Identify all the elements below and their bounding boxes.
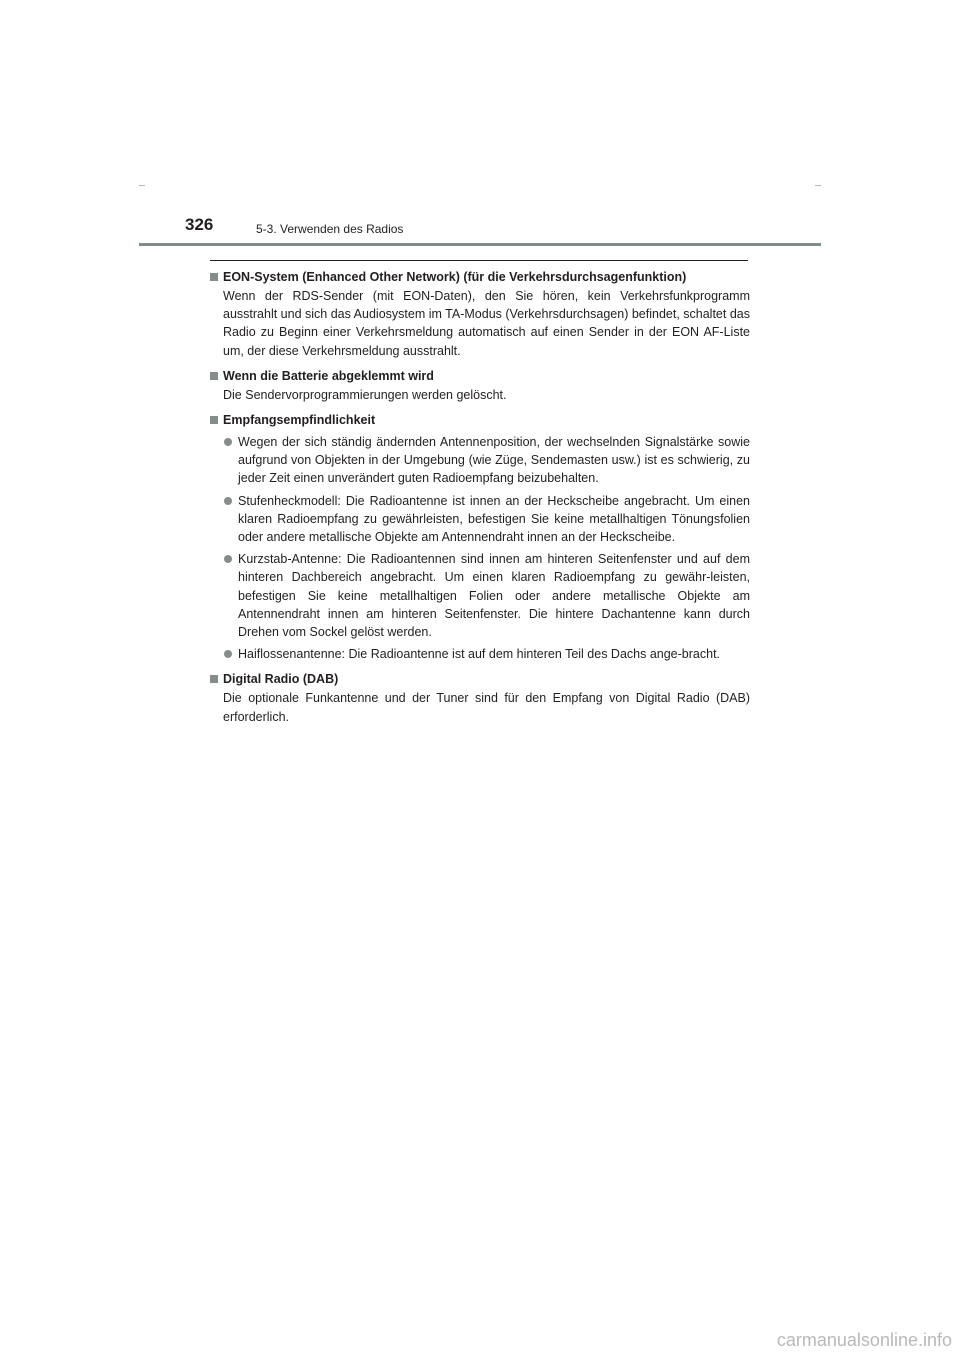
page-content (210, 260, 750, 726)
section-dab (210, 670, 750, 725)
header-rule (139, 243, 821, 246)
section-battery (210, 367, 750, 404)
heading-text: Empfangsempfindlichkeit (223, 413, 376, 428)
section-heading (210, 367, 750, 385)
round-bullet-icon (224, 650, 232, 658)
heading-text: Digital Radio (DAB) (223, 672, 339, 687)
square-bullet-icon (210, 675, 218, 683)
section-heading (210, 670, 750, 688)
section-sensitivity (210, 411, 750, 663)
section-heading (210, 411, 750, 429)
section-text: Die optionale Funkantenne und der Tuner sind für den Empfang von Digital Radio (DAB) erforderlich. (223, 691, 750, 724)
crop-mark-left (139, 185, 145, 186)
section-text: Die Sendervorprogrammierungen werden gelöscht. (223, 387, 507, 402)
list-item (224, 433, 750, 488)
section-eon (210, 268, 750, 360)
list-item (224, 550, 750, 641)
watermark: carmanualsonline.info (776, 1330, 952, 1350)
square-bullet-icon (210, 416, 218, 424)
list-item-text: Haiflossenantenne: Die Radioantenne ist auf dem hinteren Teil des Dachs ange-bracht. (238, 647, 721, 662)
page-number: 326 (185, 215, 214, 234)
crop-mark-right (815, 185, 821, 186)
heading-text: Wenn die Batterie abgeklemmt wird (223, 368, 434, 383)
round-bullet-icon (224, 438, 232, 446)
square-bullet-icon (210, 273, 218, 281)
chapter-title: 5-3. Verwenden des Radios (256, 222, 404, 236)
section-heading (210, 268, 750, 286)
square-bullet-icon (210, 372, 218, 380)
section-rule (210, 260, 748, 261)
list-item (224, 492, 750, 547)
section-text: Wenn der RDS-Sender (mit EON-Daten), den Sie hören, kein Verkehrsfunkprogramm ausstrahlt und sich das Audiosystem im TA-Modus (Verkehrsdurchsagen) befindet, schaltet das Radio zu Beginn einer Verkehrsmeldung automatisch auf einen Sender in der EON AF-Liste um, der diese Verkehrsmeldung ausstrahlt. (223, 289, 750, 358)
round-bullet-icon (224, 555, 232, 563)
heading-text: EON-System (Enhanced Other Network) (für die Verkehrsdurchsagenfunktion) (223, 270, 687, 284)
list-item-text: Stufenheckmodell: Die Radioantenne ist innen an der Heckscheibe angebracht. Um einen klaren Radioempfang zu gewährleisten, befestigen Sie keine metallhaltigen Tönungsfolien oder andere metallische Objekte am Antennendraht innen an der Heckscheibe. (238, 493, 750, 545)
round-bullet-icon (224, 497, 232, 505)
list-item-text: Kurzstab-Antenne: Die Radioantennen sind innen am hinteren Seitenfenster und auf dem hinteren Dachbereich angebracht. Um einen klaren Radioempfang zu gewähr-leisten, befestigen Sie keine metallhaltigen Folien oder andere metallische Objekte am Antennendraht innen am hinteren Seitenfenster. Die hintere Dachantenne kann durch Drehen vom Sockel gelöst werden. (238, 552, 750, 640)
list-item (224, 645, 750, 663)
list-item-text: Wegen der sich ständig ändernden Antennenposition, der wechselnden Signalstärke sowie aufgrund von Objekten in der Umgebung (wie Züge, Sendemasten usw.) ist es schwierig, zu jeder Zeit einen unverändert guten Radioempfang beizubehalten. (238, 435, 750, 486)
